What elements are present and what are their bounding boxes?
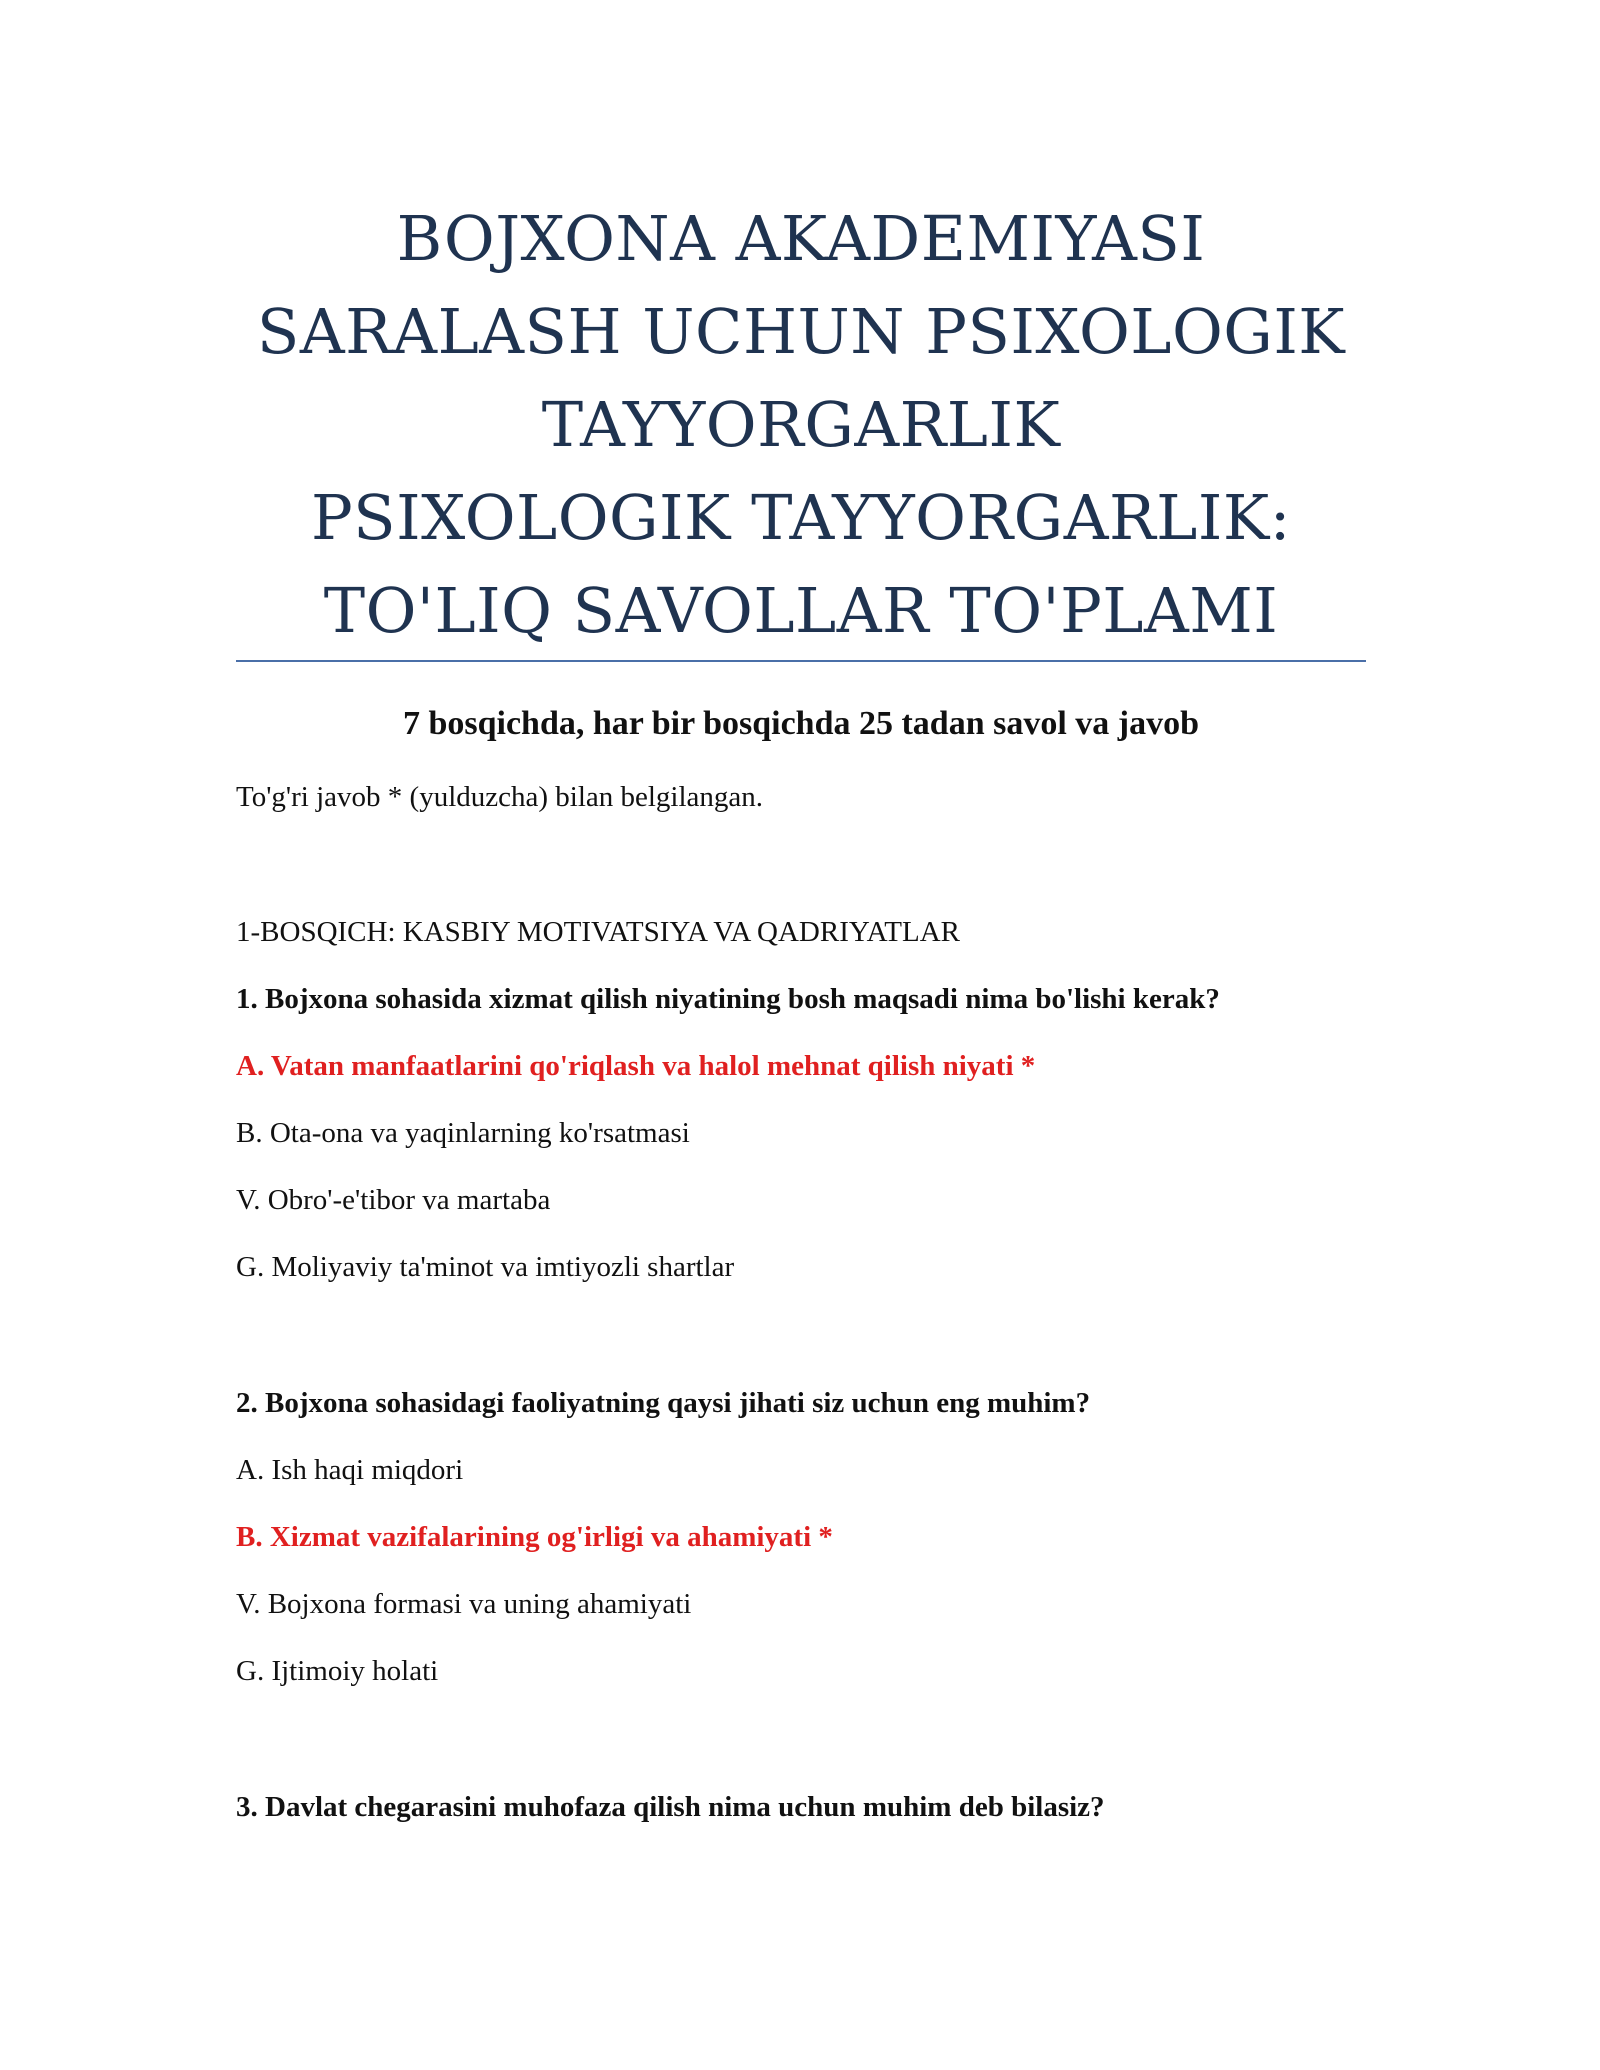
answer-note: To'g'ri javob * (yulduzcha) bilan belgilangan. — [236, 781, 764, 813]
option: G. Moliyaviy ta'minot va imtiyozli shartlar — [236, 1251, 735, 1283]
document-subtitle: 7 bosqichda, har bir bosqichda 25 tadan savol va javob — [402, 705, 1200, 742]
option-correct: A. Vatan manfaatlarini qo'riqlash va halol mehnat qilish niyati * — [236, 1050, 1036, 1082]
title-line: BOJXONA AKADEMIYASI — [396, 202, 1206, 275]
question-2: 2. Bojxona sohasidagi faoliyatning qaysi jihati siz uchun eng muhim? — [236, 1387, 1091, 1419]
title-divider — [236, 660, 1366, 662]
option: V. Obro'-e'tibor va martaba — [236, 1184, 551, 1216]
option: B. Ota-ona va yaqinlarning ko'rsatmasi — [236, 1117, 690, 1149]
title-line: PSIXOLOGIK TAYYORGARLIK: — [310, 481, 1292, 554]
title-line: TO'LIQ SAVOLLAR TO'PLAMI — [323, 574, 1279, 647]
option: A. Ish haqi miqdori — [236, 1454, 464, 1486]
question-3: 3. Davlat chegarasini muhofaza qilish nima uchun muhim deb bilasiz? — [236, 1791, 1105, 1823]
title-line: SARALASH UCHUN PSIXOLOGIK — [256, 295, 1346, 368]
question-1: 1. Bojxona sohasida xizmat qilish niyatining bosh maqsadi nima bo'lishi kerak? — [236, 983, 1220, 1015]
option: G. Ijtimoiy holati — [236, 1655, 439, 1687]
stage-heading: 1-BOSQICH: KASBIY MOTIVATSIYA VA QADRIYATLAR — [236, 916, 961, 948]
option-correct: B. Xizmat vazifalarining og'irligi va ahamiyati * — [236, 1521, 833, 1553]
option: V. Bojxona formasi va uning ahamiyati — [236, 1588, 692, 1620]
title-line: TAYYORGARLIK — [541, 388, 1061, 461]
document-title — [236, 192, 1366, 657]
